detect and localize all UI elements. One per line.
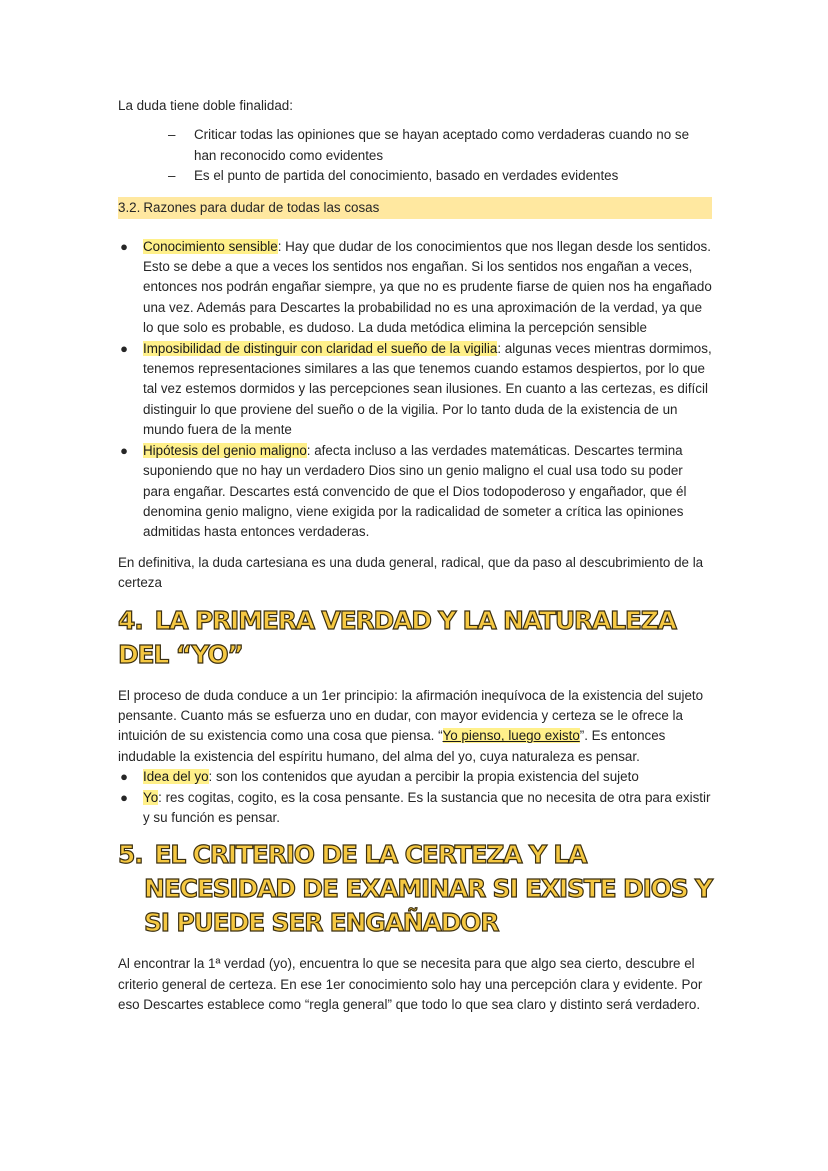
list-item [168,125,712,166]
highlighted-term: Idea del yo [143,769,209,785]
paragraph-text: El proceso de duda conduce a un 1er principio: la afirmación inequívoca de la existencia del sujeto pensante. Cuanto más se esfuerza uno en dudar, con mayor evidencia y certeza se le ofrece la intuición de su existencia como una cosa que piensa. “ [118,687,704,744]
yo-list [118,767,712,828]
purpose-list [118,125,712,186]
subsection-title: Razones para dudar de todas las cosas [143,199,380,215]
bullet-text: : Hay que dudar de los conocimientos que nos llegan desde los sentidos. Esto se debe a que a veces los sentidos nos engañan. Si los sentidos nos engañan a veces, entonces nos podrán engañar siempre, ya que no es prudente fiarse de quien nos ha engañado una vez. Además para Descartes la probabilidad no es una aproximación de la verdad, ya que lo que solo es probable, es dudoso. La duda metódica elimina la percepción sensible [143,238,712,336]
bullet-text: : afecta incluso a las verdades matemáticas. Descartes termina suponiendo que no hay un verdadero Dios sino un genio maligno el cual usa todo su poder para engañar. Descartes está convencido de que el Dios todopoderoso y engañador, que él denomina genio maligno, viene exigida por la radicalidad de someter a crítica las opiniones admitidas hasta entonces verdaderas. [143,442,687,540]
document-page [118,96,712,1016]
dash-marker: – [168,127,176,143]
paragraph-text: ”. Es entonces indudable la existencia del espíritu humano, del alma del yo, cuya naturaleza es pensar. [118,728,666,764]
bullet-text: : son los contenidos que ayudan a percibir la propia existencia del sujeto [208,769,639,785]
list-item-text: Criticar todas las opiniones que se hayan aceptado como verdaderas cuando no se han reconocido como evidentes [194,127,690,163]
section-5-heading [118,838,712,940]
bullet-text: : res cogitas, cogito, es la cosa pensante. Es la sustancia que no necesita de otra para existir y su función es pensar. [143,789,711,825]
bullet-marker: ● [120,442,128,458]
list-item [120,339,712,441]
list-item-text: Es el punto de partida del conocimiento, basado en verdades evidentes [194,168,619,184]
section-4-paragraph [118,686,712,768]
bullet-text: : algunas veces mientras dormimos, tenemos representaciones similares a las que tenemos cuando estamos despiertos, por lo que tal vez estemos dormidos y las percepciones sean ilusiones. En cuanto a las certezas, es difícil distinguir lo que proviene del sueño o de la vigilia. Por lo tanto duda de la existencia de un mundo fuera de la mente [143,340,712,438]
highlighted-term: Imposibilidad de distinguir con claridad el sueño de la vigilia [143,340,498,356]
list-item [120,441,712,543]
subsection-number: 3.2. [118,199,141,215]
list-item [120,237,712,339]
list-item [168,166,712,186]
section-number: 4. [118,605,143,635]
highlighted-term: Hipótesis del genio maligno [143,442,307,458]
section-number: 5. [118,840,143,870]
dash-marker: – [168,168,176,184]
bullet-marker: ● [120,238,128,254]
reasons-list [118,237,712,543]
subsection-heading [118,197,712,219]
highlighted-term: Conocimiento sensible [143,238,278,254]
list-item [120,767,712,787]
cogito-phrase: Yo pienso, luego existo [442,728,580,744]
conclusion-text: En definitiva, la duda cartesiana es una duda general, radical, que da paso al descubrimiento de la certeza [118,554,704,591]
section-title: LA PRIMERA VERDAD Y LA NATURALEZA DEL “YO” [118,605,676,669]
section-4-heading [118,604,712,672]
section-5-paragraph: Al encontrar la 1ª verdad (yo), encuentra lo que se necesita para que algo sea cierto, descubre el criterio general de certeza. En ese 1er conocimiento solo hay una percepción clara y evidente. Por eso Descartes establece como “regla general” que todo lo que sea claro y distinto será verdadero. [118,956,703,1013]
list-item [120,788,712,829]
bullet-marker: ● [120,340,128,356]
highlighted-term: Yo [143,789,159,805]
bullet-marker: ● [120,789,128,805]
bullet-marker: ● [120,769,128,785]
intro-text: La duda tiene doble finalidad: [118,98,293,113]
section-title: EL CRITERIO DE LA CERTEZA Y LA NECESIDAD DE EXAMINAR SI EXISTE DIOS Y SI PUEDE SER ENGAÑADOR [144,840,712,938]
